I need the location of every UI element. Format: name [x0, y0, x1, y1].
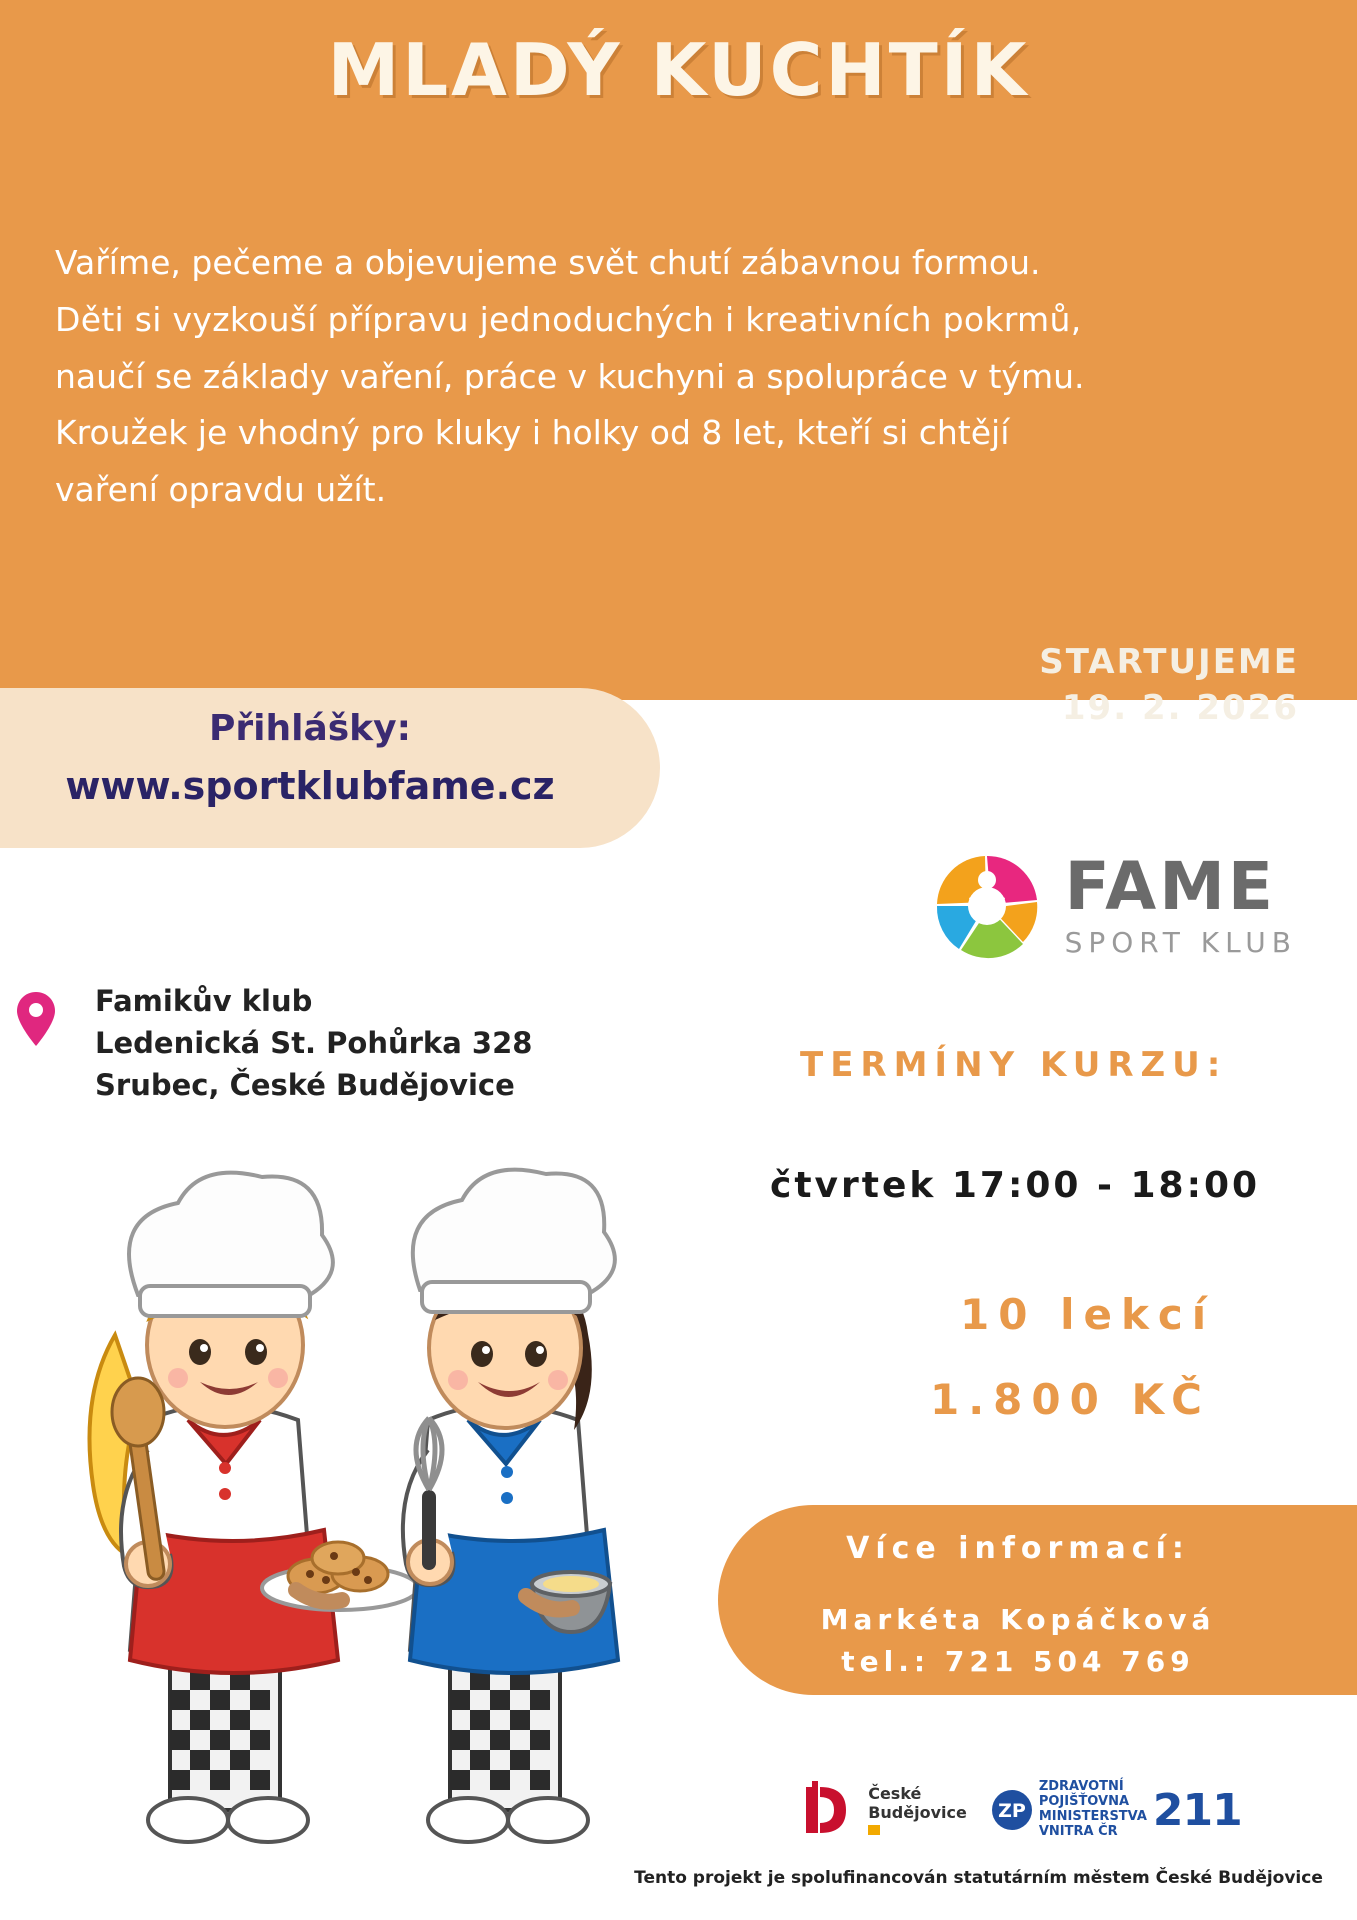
intro-line-5: vaření opravdu užít.: [55, 470, 387, 509]
location-venue: Famikův klub: [95, 984, 313, 1018]
location-block: [95, 980, 532, 1106]
start-date-block: [1039, 640, 1299, 732]
footer-logos: [760, 1770, 1280, 1850]
zp-number: 211: [1152, 1784, 1242, 1836]
location-pin-icon: [15, 990, 57, 1048]
intro-text: [55, 235, 1315, 519]
terms-price: 1.800 KČ: [930, 1375, 1211, 1424]
signup-url[interactable]: www.sportklubfame.cz: [65, 764, 555, 808]
intro-line-3: naučí se základy vaření, práce v kuchyni a spolupráce v týmu.: [55, 356, 1085, 396]
fame-logo-icon: [931, 850, 1043, 962]
fame-logo-name: FAME: [1064, 847, 1276, 925]
start-date: 19. 2. 2026: [1061, 687, 1299, 728]
terms-lessons: 10 lekcí: [960, 1290, 1216, 1339]
cb-logo-text: [868, 1785, 967, 1835]
fame-logo: [931, 847, 1297, 962]
zp-logo-text: [1039, 1780, 1147, 1840]
fame-logo-subtitle: SPORT KLUB: [1064, 925, 1297, 959]
cb-line-2: Budějovice: [868, 1802, 967, 1822]
location-street: Ledenická St. Pohůrka 328: [95, 1026, 533, 1061]
contact-name: Markéta Kopáčková: [820, 1603, 1216, 1636]
location-city: Srubec, České Budějovice: [95, 1068, 515, 1103]
svg-text:ZP: ZP: [997, 1800, 1026, 1822]
intro-line-2: Děti si vyzkouší přípravu jednoduchých i kreativních pokrmů,: [55, 299, 1082, 339]
terms-title: TERMÍNY KURZU:: [800, 1045, 1228, 1085]
signup-bubble: [0, 688, 660, 848]
intro-line-1: Vaříme, pečeme a objevujeme svět chutí zábavnou formou.: [55, 243, 1041, 282]
zp-line-4: VNITRA ČR: [1038, 1823, 1118, 1839]
contact-phone[interactable]: tel.: 721 504 769: [841, 1645, 1195, 1678]
zp-shield-icon: [991, 1789, 1033, 1831]
start-label: STARTUJEME: [1039, 642, 1299, 682]
cb-line-1: České: [868, 1784, 922, 1804]
footer-note: Tento projekt je spolufinancován statutárním městem České Budějovice: [634, 1868, 1323, 1888]
page-title: MLADÝ KUCHTÍK: [327, 28, 1030, 112]
zp211-logo: [991, 1780, 1242, 1840]
zp-line-1: ZDRAVOTNÍ: [1038, 1779, 1124, 1795]
cb-crest-icon: [798, 1779, 860, 1841]
intro-line-4: Kroužek je vhodný pro kluky i holky od 8 let, kteří si chtějí: [55, 413, 1010, 453]
zp-line-3: MINISTERSTVA: [1038, 1809, 1147, 1824]
contact-title: Více informací:: [846, 1531, 1190, 1566]
fame-logo-text: [1064, 847, 1297, 959]
contact-bubble: [718, 1505, 1357, 1695]
signup-label: Přihlášky:: [209, 708, 411, 749]
terms-time: čtvrtek 17:00 - 18:00: [770, 1165, 1261, 1206]
chefs-illustration: [20, 1090, 720, 1880]
ceske-budejovice-logo: [798, 1779, 967, 1841]
zp-line-2: POJIŠŤOVNA: [1038, 1794, 1130, 1810]
